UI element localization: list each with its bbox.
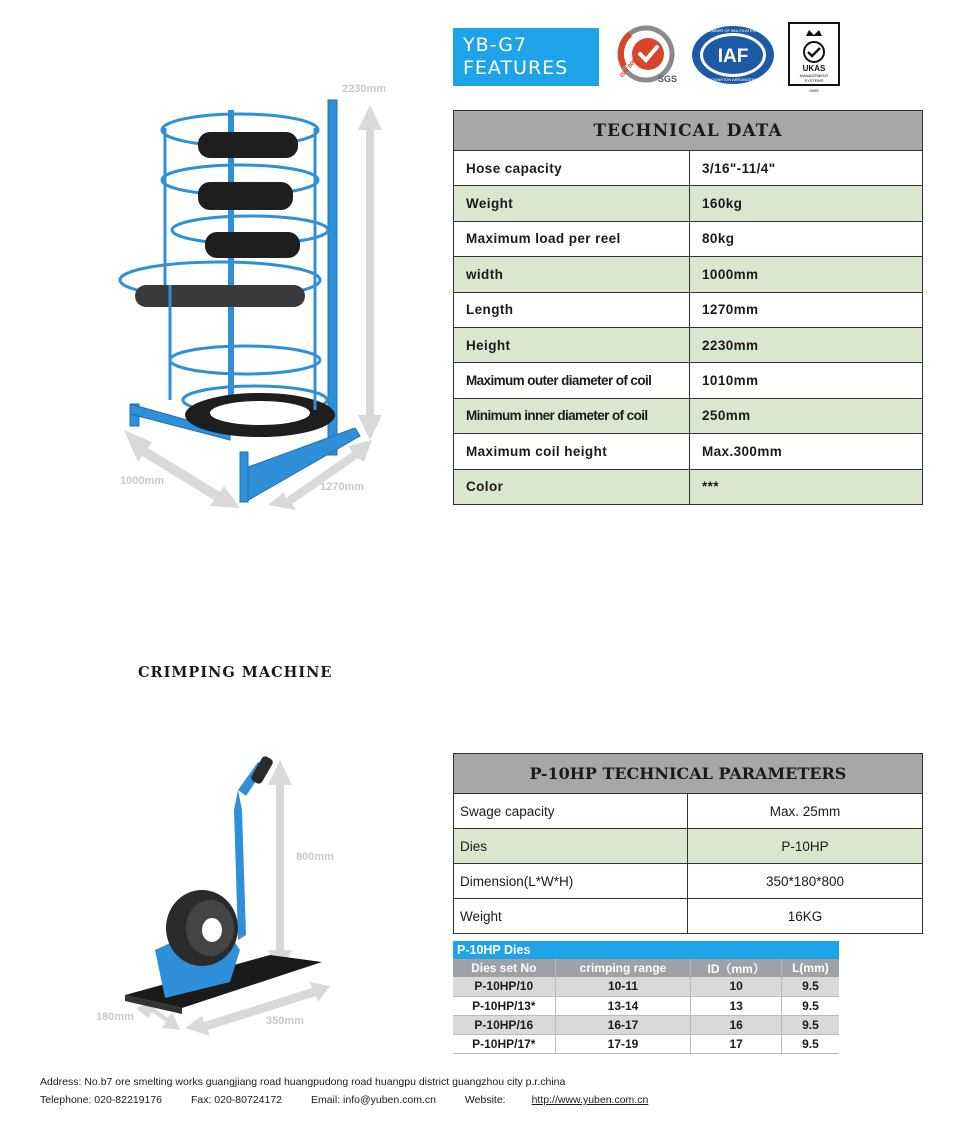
row-value: 3/16"-11/4" [690,151,923,186]
row-value: Max.300mm [690,434,923,469]
footer-email: Email: info@yuben.com.cn [310,1094,436,1106]
dies-header: Dies set No [453,959,555,977]
features-label: FEATURES [463,57,569,79]
ukas-text: UKAS [802,64,826,73]
row-label: Minimum inner diameter of coil [454,398,690,433]
dies-cell: 17-19 [555,1034,691,1053]
dies-header: L(mm) [781,959,839,977]
footer [40,1076,674,1106]
row-label: Maximum outer diameter of coil [454,363,690,398]
iaf-text: IAF [717,46,749,67]
rack-length-label: 1270mm [320,481,365,493]
crimper-length-label: 350mm [266,1015,304,1027]
row-label: Color [454,469,690,504]
dies-cell: P-10HP/16 [453,1015,555,1034]
dies-cell: 16-17 [555,1015,691,1034]
table-row [453,1034,839,1053]
hose-reel-rack-illustration [110,80,410,510]
dies-cell: 10 [691,977,781,996]
table-row [454,829,923,864]
row-label: Weight [454,899,688,934]
dies-cell: 9.5 [781,1015,839,1034]
footer-telephone: Telephone: 020-82219176 [40,1094,163,1106]
table-row [454,469,923,504]
row-label: Height [454,327,690,362]
ukas-sub1: MANAGEMENT [799,73,829,78]
footer-website-label: Website: [464,1094,506,1106]
table-row [454,327,923,362]
row-label: Maximum load per reel [454,221,690,256]
row-label: width [454,257,690,292]
row-label: Maximum coil height [454,434,690,469]
dies-cell: 16 [691,1015,781,1034]
row-label: Dies [454,829,688,864]
footer-fax: Fax: 020-80724172 [190,1094,283,1106]
model-badge [453,28,599,86]
dies-cell: 10-11 [555,977,691,996]
row-value: *** [690,469,923,504]
dies-cell: 17 [691,1034,781,1053]
row-value: 16KG [688,899,923,934]
technical-data-table [453,110,923,505]
crimping-machine-heading: CRIMPING MACHINE [138,664,333,681]
dies-cell: P-10HP/13* [453,996,555,1015]
rack-depth-label: 1000mm [120,475,165,487]
crimper-height-label: 800mm [296,851,334,863]
row-value: 1270mm [690,292,923,327]
row-label: Dimension(L*W*H) [454,864,688,899]
dies-header: ID（mm） [691,959,781,977]
dies-cell: 9.5 [781,977,839,996]
parameters-table [453,753,923,934]
row-label: Weight [454,186,690,221]
iaf-arc-top: MEMBER OF MULTILATERAL [705,28,761,33]
table-row [454,794,923,829]
footer-website-link[interactable]: http://www.yuben.com.cn [531,1094,649,1106]
row-value: P-10HP [688,829,923,864]
table-row [453,996,839,1015]
table-row [454,292,923,327]
ukas-certification-logo [788,22,840,94]
row-value: 250mm [690,398,923,433]
row-value: Max. 25mm [688,794,923,829]
table-row [454,398,923,433]
dies-cell: 13-14 [555,996,691,1015]
model-name: YB-G7 [463,34,528,56]
parameters-title: P-10HP TECHNICAL PARAMETERS [454,754,923,794]
row-label: Hose capacity [454,151,690,186]
dies-cell: P-10HP/10 [453,977,555,996]
row-value: 80kg [690,221,923,256]
dies-table [453,941,839,1054]
table-row [454,363,923,398]
table-row [454,864,923,899]
dies-title: P-10HP Dies [453,941,839,959]
table-row [453,977,839,996]
sgs-iso-text: ISO 9001 [619,55,641,79]
row-value: 1010mm [690,363,923,398]
table-row [454,899,923,934]
crimper-depth-label: 180mm [96,1011,134,1023]
rack-height-label: 2230mm [342,83,387,95]
row-label: Swage capacity [454,794,688,829]
ukas-code: 0005 [809,88,819,93]
table-row [454,434,923,469]
sgs-text: SGS [658,74,678,84]
dies-cell: 13 [691,996,781,1015]
row-label: Length [454,292,690,327]
crimping-machine-illustration [90,750,350,1035]
row-value: 1000mm [690,257,923,292]
row-value: 350*180*800 [688,864,923,899]
row-value: 160kg [690,186,923,221]
dies-cell: 9.5 [781,1034,839,1053]
table-row [454,257,923,292]
dies-header: crimping range [555,959,691,977]
row-value: 2230mm [690,327,923,362]
ukas-sub2: SYSTEMS [804,78,824,83]
iaf-certification-logo [690,24,776,86]
table-row [454,151,923,186]
technical-data-title: TECHNICAL DATA [454,111,923,151]
dies-cell: P-10HP/17* [453,1034,555,1053]
table-row [454,186,923,221]
iaf-arc-bottom: RECOGNITION ARRANGEMENT [702,77,764,82]
table-row [453,1015,839,1034]
footer-address: Address: No.b7 ore smelting works guangjiang road huangpudong road huangpu district guangzhou city p.r.china [40,1076,566,1088]
sgs-certification-logo [614,24,682,86]
dies-cell: 9.5 [781,996,839,1015]
table-row [454,221,923,256]
